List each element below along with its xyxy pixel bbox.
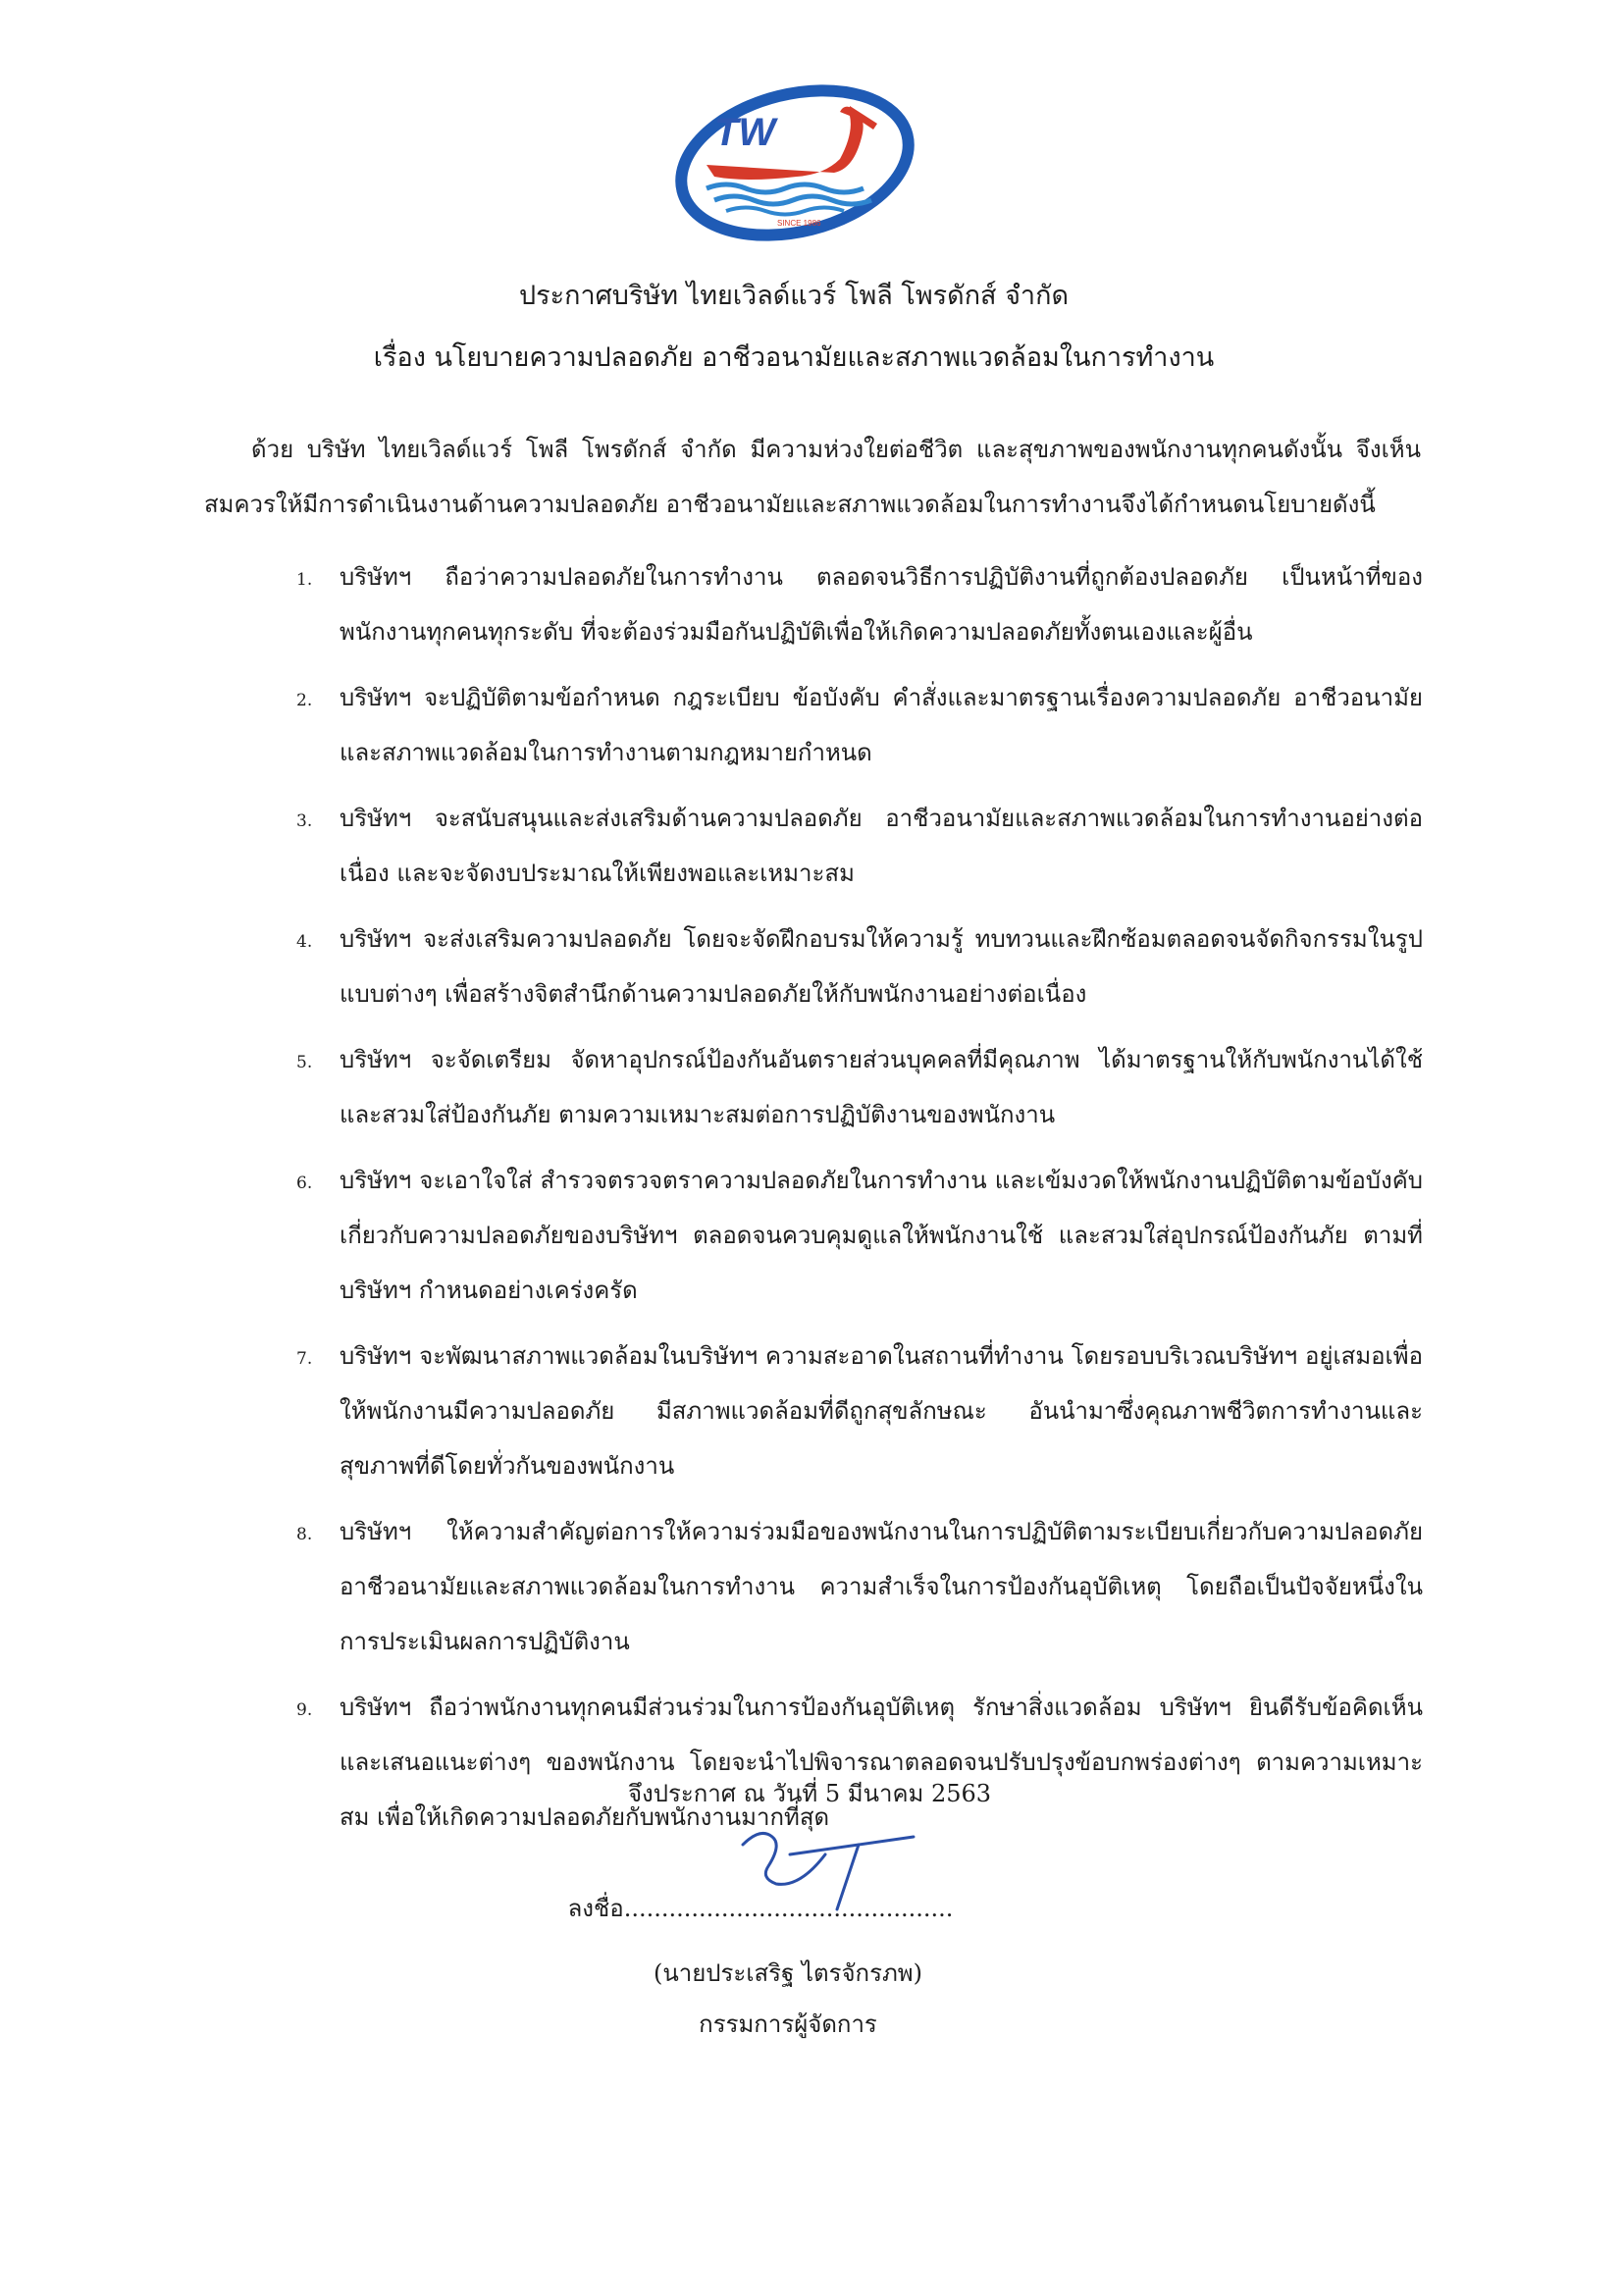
signer-name: (นายประเสริฐ ไตรจักรภพ) [654,1959,922,1987]
logo-tagline: SINCE 1986 [777,219,821,228]
announcement-title: ประกาศบริษัท ไทยเวิลด์แวร์ โพลี โพรดักส์ จำกัด [519,281,1069,311]
logo-water [707,184,864,192]
policy-item [285,1153,1423,1318]
policy-text: บริษัทฯ จะสนับสนุนและส่งเสริมด้านความปลอดภัย อาชีวอนามัยและสภาพแวดล้อมในการทำงานอย่างต่อเนื่อง และจะจัดงบประมาณให้เพียงพอและเหมาะสม [340,805,1423,887]
policy-list [285,549,1423,1855]
signature-line: ลงชื่อ............................................ [567,1895,954,1922]
policy-number: 6. [296,1174,313,1193]
policy-item [285,549,1423,659]
policy-text: บริษัทฯ จะปฏิบัติตามข้อกำหนด กฎระเบียบ ข้อบังคับ คำสั่งและมาตรฐานเรื่องความปลอดภัย อาชีวอนามัยและสภาพแวดล้อมในการทำงานตามกฎหมายกำหนด [340,684,1423,766]
policy-item [285,1032,1423,1142]
policy-number: 5. [296,1053,313,1072]
signer-title: กรรมการผู้จัดการ [699,2010,877,2038]
announcement-date: จึงประกาศ ณ วันที่ 5 มีนาคม 2563 [627,1780,992,1807]
intro-paragraph: ด้วย บริษัท ไทยเวิลด์แวร์ โพลี โพรดักส์ จำกัด มีความห่วงใยต่อชีวิต และสุขภาพของพนักงานทุกคนดังนั้น จึงเห็นสมควรให้มีการดำเนินงานด้านความปลอดภัย อาชีวอนามัยและสภาพแวดล้อมในการทำงานจึงได้กำหนดนโยบายดังนี้ [204,436,1421,518]
policy-number: 1. [296,570,313,590]
policy-item [285,1329,1423,1493]
policy-item [285,670,1423,780]
policy-text: บริษัทฯ จะพัฒนาสภาพแวดล้อมในบริษัทฯ ความสะอาดในสถานที่ทำงาน โดยรอบบริเวณบริษัทฯ อยู่เสมอเพื่อให้พนักงานมีความปลอดภัย มีสภาพแวดล้อมที่ดีถูกสุขลักษณะ อันนำมาซึ่งคุณภาพชีวิตการทำงานและสุขภาพที่ดีโดยทั่วกันของพนักงาน [340,1342,1423,1480]
announcement-subject: เรื่อง นโยบายความปลอดภัย อาชีวอนามัยและสภาพแวดล้อมในการทำงาน [373,342,1215,373]
policy-text: บริษัทฯ จะส่งเสริมความปลอดภัย โดยจะจัดฝึกอบรมให้ความรู้ ทบทวนและฝึกซ้อมตลอดจนจัดกิจกรรมในรูปแบบต่างๆ เพื่อสร้างจิตสำนึกด้านความปลอดภัยให้กับพนักงานอย่างต่อเนื่อง [340,925,1423,1008]
policy-text: บริษัทฯ จะเอาใจใส่ สำรวจตรวจตราความปลอดภัยในการทำงาน และเข้มงวดให้พนักงานปฏิบัติตามข้อบังคับ เกี่ยวกับความปลอดภัยของบริษัทฯ ตลอดจนควบคุมดูแลให้พนักงานใช้ และสวมใส่อุปกรณ์ป้องกันภัย ตามที่บริษัทฯ กำหนดอย่างเคร่งครัด [340,1167,1423,1304]
logo-brand-text: TW [714,111,776,154]
policy-item [285,1504,1423,1669]
policy-text: บริษัทฯ ถือว่าพนักงานทุกคนมีส่วนร่วมในการป้องกันอุบัติเหตุ รักษาสิ่งแวดล้อม บริษัทฯ ยินดีรับข้อคิดเห็นและเสนอแนะต่างๆ ของพนักงาน โดยจะนำไปพิจารณาตลอดจนปรับปรุงข้อบกพร่องต่างๆ ตามความเหมาะสม เพื่อให้เกิดความปลอดภัยกับพนักงานมากที่สุด [340,1694,1423,1831]
policy-number: 9. [296,1700,313,1720]
policy-number: 7. [296,1349,313,1369]
policy-text: บริษัทฯ จะจัดเตรียม จัดหาอุปกรณ์ป้องกันอันตรายส่วนบุคคลที่มีคุณภาพ ได้มาตรฐานให้กับพนักงานได้ใช้และสวมใส่ป้องกันภัย ตามความเหมาะสมต่อการปฏิบัติงานของพนักงาน [340,1046,1423,1128]
policy-item [285,791,1423,901]
policy-number: 3. [296,811,313,831]
company-logo [667,78,922,245]
policy-item [285,912,1423,1021]
policy-number: 4. [296,932,313,952]
policy-text: บริษัทฯ ถือว่าความปลอดภัยในการทำงาน ตลอดจนวิธีการปฏิบัติงานที่ถูกต้องปลอดภัย เป็นหน้าที่ของพนักงานทุกคนทุกระดับ ที่จะต้องร่วมมือกันปฏิบัติเพื่อให้เกิดความปลอดภัยทั้งตนเองและผู้อื่น [340,563,1423,646]
policy-number: 8. [296,1525,313,1544]
policy-number: 2. [296,691,313,710]
policy-text: บริษัทฯ ให้ความสำคัญต่อการให้ความร่วมมือของพนักงานในการปฏิบัติตามระเบียบเกี่ยวกับความปลอดภัยอาชีวอนามัยและสภาพแวดล้อมในการทำงาน ความสำเร็จในการป้องกันอุบัติเหตุ โดยถือเป็นปัจจัยหนึ่งในการประเมินผลการปฏิบัติงาน [340,1518,1423,1655]
